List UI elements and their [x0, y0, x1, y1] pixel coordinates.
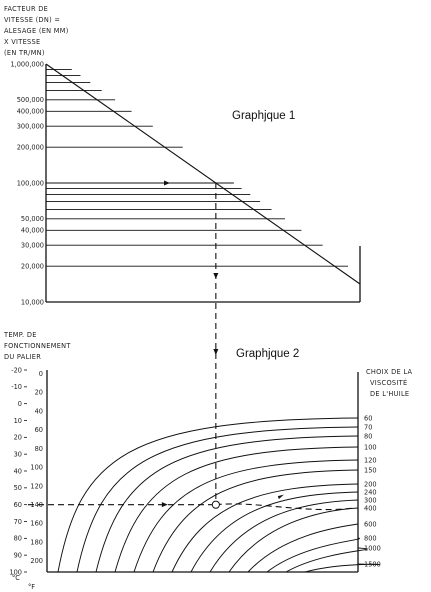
graph1-ylabel-line-3: ALESAGE (EN MM): [4, 27, 69, 35]
reading-point-marker: [212, 501, 219, 508]
celsius-tick-label: 100: [9, 568, 22, 577]
viscosity-curve: [248, 524, 358, 572]
celsius-tick-label: 20: [13, 433, 22, 442]
graph2-title: Graphjque 2: [236, 348, 300, 360]
viscosity-label: 300: [364, 496, 377, 505]
graph1-ylabel: [4, 5, 69, 57]
viscosity-label: 800: [364, 534, 377, 543]
arrow-right-icon: [278, 495, 284, 500]
graph1-y-tick-label: 50,000: [20, 215, 44, 224]
viscosity-curve: [229, 508, 358, 572]
graph1-y-tick-label: 40,000: [20, 226, 44, 235]
graph1-y-tick-label: 20,000: [20, 262, 44, 271]
graph1-y-tick-label: 400,000: [16, 107, 44, 116]
viscosity-curve: [172, 484, 358, 572]
arrow-down-icon: [213, 273, 218, 279]
graph1-y-tick-label: 200,000: [16, 143, 44, 152]
arrow-right-icon: [164, 181, 170, 186]
viscosity-label: 70: [364, 423, 373, 432]
fahrenheit-unit-label: °F: [28, 583, 36, 591]
viscosity-label: 400: [364, 504, 377, 513]
fahrenheit-tick-label: 60: [34, 426, 43, 435]
graph2-plot: [9, 349, 380, 576]
fahrenheit-tick-label: 0: [38, 370, 43, 379]
celsius-unit-label: °C: [12, 574, 20, 582]
viscosity-label: 200: [364, 480, 377, 489]
graph2-right-label: [366, 368, 412, 398]
fahrenheit-tick-label: 40: [34, 407, 43, 416]
viscosity-label: 240: [364, 488, 377, 497]
graph2-ylabel-line-3: DU PALIER: [4, 353, 42, 361]
graph1-ylabel-line-5: (EN TR/MN): [4, 49, 45, 57]
celsius-tick-label: 80: [13, 534, 22, 543]
viscosity-label: 1000: [364, 544, 381, 553]
viscosity-curve: [286, 548, 368, 572]
arrow-down-icon: [213, 349, 218, 355]
graph1-plot: [10, 60, 360, 504]
graph1-title: Graphjque 1: [232, 110, 296, 122]
celsius-tick-label: -20: [11, 366, 22, 375]
celsius-tick-label: 30: [13, 450, 22, 459]
fahrenheit-tick-label: 200: [30, 557, 43, 566]
graph1-y-tick-label: 1,000,000: [10, 60, 44, 69]
fahrenheit-tick-label: 80: [34, 444, 43, 453]
celsius-tick-label: 40: [13, 467, 22, 476]
graph1-y-tick-label: 30,000: [20, 241, 44, 250]
fahrenheit-tick-label: 20: [34, 388, 43, 397]
fahrenheit-tick-label: 160: [30, 519, 43, 528]
celsius-tick-label: 50: [13, 484, 22, 493]
graph1-y-tick-label: 100,000: [16, 179, 44, 188]
graph2-right-label-line-1: CHOIX DE LA: [366, 368, 413, 376]
celsius-tick-label: 60: [13, 500, 22, 509]
celsius-tick-label: 90: [13, 551, 22, 560]
graph1-ylabel-line-4: X VITESSE: [4, 38, 41, 46]
graph2-ylabel-line-2: FONCTIONNEMENT: [4, 342, 71, 350]
viscosity-label: 80: [364, 432, 373, 441]
graph2-right-label-line-3: DE L'HUILE: [370, 390, 410, 398]
celsius-tick-label: 0: [17, 399, 22, 408]
graph1-y-tick-label: 500,000: [16, 96, 44, 105]
fahrenheit-tick-label: 140: [30, 500, 43, 509]
fahrenheit-tick-label: 180: [30, 538, 43, 547]
graph1-ylabel-line-2: VITESSE (DN) =: [4, 16, 61, 24]
viscosity-curve: [267, 538, 359, 572]
viscosity-label: 100: [364, 443, 377, 452]
graph2-ylabel: [3, 331, 71, 361]
fahrenheit-tick-label: 120: [30, 482, 43, 491]
viscosity-curve: [77, 427, 358, 572]
viscosity-label: 120: [364, 456, 377, 465]
graph1-limit-line: [46, 64, 360, 284]
celsius-tick-label: 10: [13, 416, 22, 425]
graph1-y-tick-label: 10,000: [20, 298, 44, 307]
celsius-tick-label: 70: [13, 517, 22, 526]
fahrenheit-tick-label: 100: [30, 463, 43, 472]
viscosity-curve: [134, 460, 358, 572]
celsius-tick-label: -10: [11, 383, 22, 392]
graph1-y-tick-label: 300,000: [16, 122, 44, 131]
viscosity-label: 600: [364, 520, 377, 529]
arrow-right-icon: [162, 502, 168, 507]
viscosity-label: 150: [364, 466, 377, 475]
graph1-ylabel-line-1: FACTEUR DE: [4, 5, 49, 13]
graph2-ylabel-line-1: TEMP. DE: [4, 331, 37, 339]
viscosity-label: 60: [364, 414, 373, 423]
viscosity-label: 1500: [364, 560, 381, 569]
graph2-right-label-line-2: VISCOSITÉ: [370, 379, 408, 387]
